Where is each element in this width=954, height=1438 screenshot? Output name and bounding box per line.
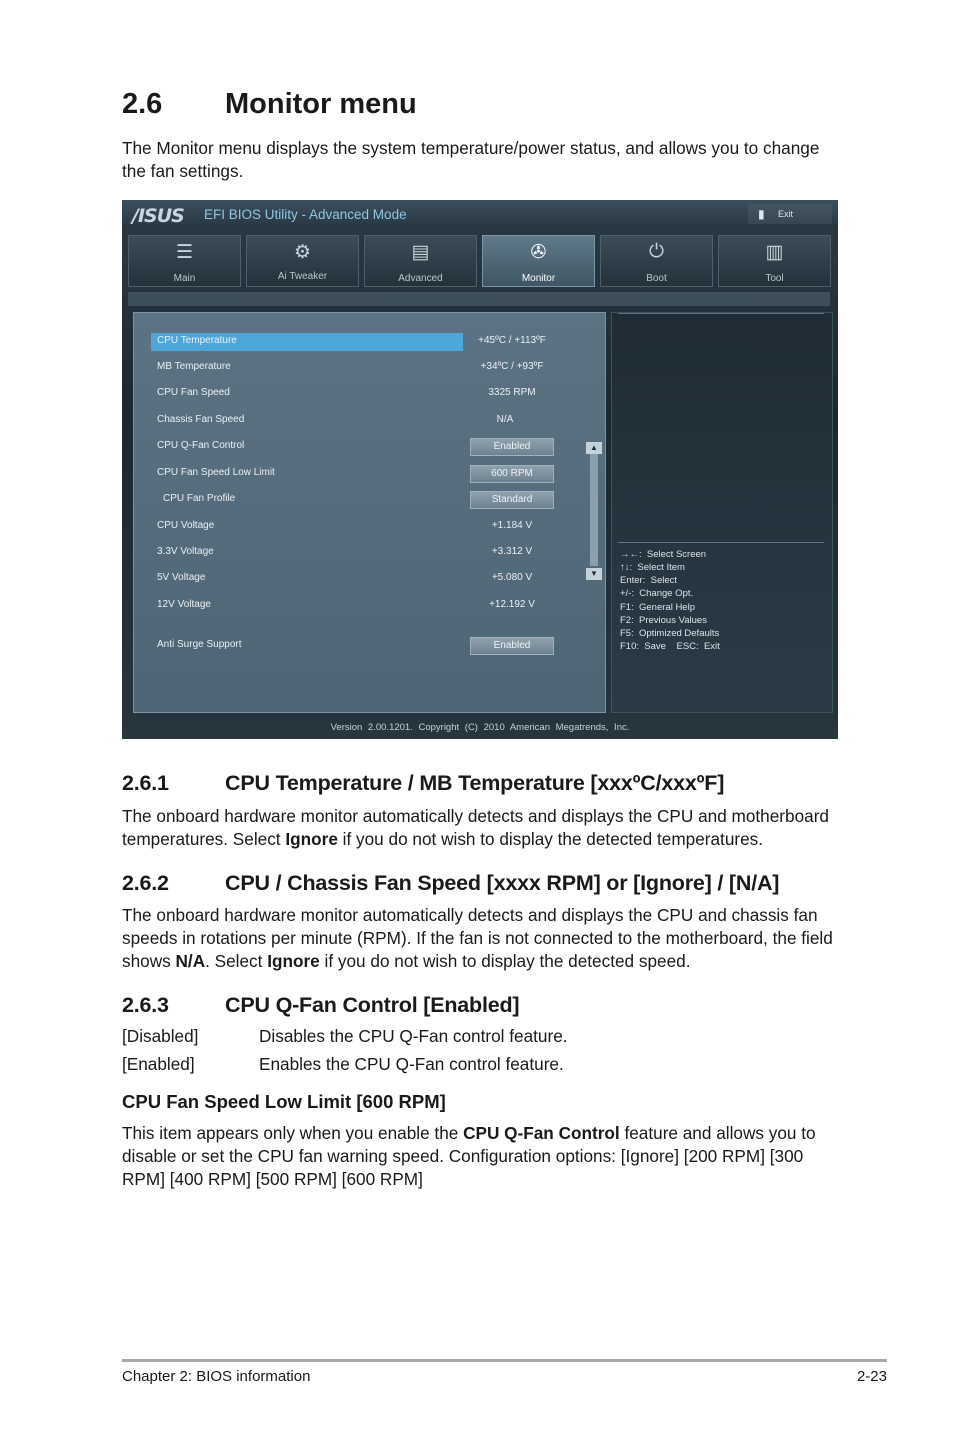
help-line: +/-: Change Opt. <box>620 588 694 599</box>
setting-value: +12.192 V <box>489 599 535 610</box>
setting-label: 5V Voltage <box>157 572 206 583</box>
exit-icon: ▮ <box>758 207 765 221</box>
item-heading-fan-low-limit: CPU Fan Speed Low Limit [600 RPM] <box>122 1091 446 1112</box>
intro-paragraph: The Monitor menu displays the system temperature/power status, and allows you to change the fan settings. <box>122 138 820 181</box>
setting-row-mb-temperature[interactable] <box>134 359 607 377</box>
help-line: F2: Previous Values <box>620 615 707 626</box>
tab-main[interactable] <box>128 235 241 287</box>
setting-label: Anti Surge Support <box>157 639 242 650</box>
subsection-heading-2-6-2 <box>122 871 779 896</box>
dropdown-value: Enabled <box>493 640 531 651</box>
section-heading <box>122 88 417 121</box>
setting-label: 3.3V Voltage <box>157 546 214 557</box>
setting-value: 3325 RPM <box>488 387 536 398</box>
scroll-down-icon[interactable]: ▼ <box>586 568 602 580</box>
help-line: F10: Save ESC: Exit <box>620 641 720 652</box>
option-key: [Enabled] <box>122 1054 195 1074</box>
setting-dropdown[interactable] <box>470 465 554 483</box>
bold-text: N/A <box>175 951 206 971</box>
dropdown-value: Standard <box>491 494 533 505</box>
scroll-up-icon[interactable]: ▲ <box>586 442 602 454</box>
option-disabled <box>122 1026 568 1047</box>
section-number: 2.6 <box>122 88 163 120</box>
setting-row-anti-surge-support[interactable] <box>134 637 607 655</box>
setting-row-chassis-fan-speed[interactable] <box>134 412 607 430</box>
monitor-settings-panel <box>133 312 606 713</box>
text: . Select <box>205 951 268 971</box>
paragraph-2-6-1 <box>122 805 842 851</box>
setting-label: CPU Fan Profile <box>163 493 236 504</box>
footer-rule <box>122 1359 887 1362</box>
tab-boot[interactable] <box>600 235 713 287</box>
subsection-number: 2.6.3 <box>122 993 169 1017</box>
option-enabled <box>122 1054 564 1075</box>
dropdown-value: Enabled <box>493 441 531 452</box>
help-line: ↑↓: Select Item <box>620 562 685 573</box>
setting-dropdown[interactable] <box>470 438 554 456</box>
exit-label: Exit <box>778 209 794 219</box>
panel-header-bar <box>128 292 830 306</box>
setting-label: CPU Voltage <box>157 520 215 531</box>
section-title: Monitor menu <box>225 88 417 120</box>
footer-chapter: Chapter 2: BIOS information <box>122 1368 311 1385</box>
setting-row-5v-voltage[interactable] <box>134 570 607 588</box>
footer-page-number: 2-23 <box>856 1368 887 1385</box>
tab-monitor[interactable] <box>482 235 595 287</box>
tab-label: Ai Tweaker <box>277 271 328 282</box>
subsection-title: CPU Q-Fan Control [Enabled] <box>225 993 520 1017</box>
setting-value: N/A <box>496 414 514 425</box>
setting-label: 12V Voltage <box>157 599 211 610</box>
setting-row-12v-voltage[interactable] <box>134 597 607 615</box>
help-line: F1: General Help <box>620 602 695 613</box>
tab-tool[interactable] <box>718 235 831 287</box>
subsection-title: CPU Temperature / MB Temperature [xxxºC/xxxºF] <box>225 771 725 795</box>
help-panel <box>611 312 833 713</box>
tab-advanced[interactable] <box>364 235 477 287</box>
text: feature and allows you to disable or set the CPU fan warning speed. Configuration options: [Ignore] [200 RPM] [300 RPM] [400 RPM] [500 RPM] [600 RPM] <box>122 1123 816 1189</box>
help-line: F5: Optimized Defaults <box>620 628 720 639</box>
dropdown-value: 600 RPM <box>491 468 533 479</box>
setting-row-cpu-temperature[interactable] <box>134 333 607 351</box>
option-desc: Enables the CPU Q-Fan control feature. <box>259 1054 564 1074</box>
exit-button[interactable] <box>748 204 832 224</box>
setting-label: CPU Fan Speed <box>157 387 230 398</box>
text: if you do not wish to display the detected speed. <box>319 951 691 971</box>
bold-text: CPU Q-Fan Control <box>463 1123 620 1143</box>
option-key: [Disabled] <box>122 1026 199 1046</box>
subsection-number: 2.6.1 <box>122 771 169 795</box>
bios-version: Version 2.00.1201. Copyright (C) 2010 American Megatrends, Inc. <box>330 722 630 733</box>
asus-logo: /ISUS <box>132 205 184 227</box>
tweaker-icon: ⚙ <box>293 242 312 263</box>
power-icon: ⏻ <box>648 241 665 262</box>
text: if you do not wish to display the detected temperatures. <box>337 829 764 849</box>
paragraph-fan-low-limit <box>122 1122 842 1191</box>
setting-label: Chassis Fan Speed <box>157 414 245 425</box>
tab-label: Advanced <box>398 273 443 284</box>
monitor-icon: ✇ <box>530 242 547 263</box>
setting-label: MB Temperature <box>157 361 231 372</box>
text: This item appears only when you enable the <box>122 1123 464 1143</box>
setting-row-3-3v-voltage[interactable] <box>134 544 607 562</box>
tab-label: Tool <box>765 273 784 284</box>
tab-label: Main <box>173 273 196 284</box>
setting-row-cpu-voltage[interactable] <box>134 518 607 536</box>
subsection-heading-2-6-1 <box>122 771 724 796</box>
help-line: →←: Select Screen <box>620 549 707 560</box>
setting-dropdown[interactable] <box>470 491 554 509</box>
tool-icon: ▥ <box>765 242 784 263</box>
help-line: Enter: Select <box>620 575 678 586</box>
setting-value: +3.312 V <box>491 546 533 557</box>
setting-label: CPU Fan Speed Low Limit <box>157 467 275 478</box>
paragraph-2-6-2 <box>122 904 842 973</box>
advanced-icon: ▤ <box>411 242 430 263</box>
setting-row-cpu-fan-speed[interactable] <box>134 385 607 403</box>
setting-label: CPU Temperature <box>157 335 237 346</box>
option-desc: Disables the CPU Q-Fan control feature. <box>259 1026 568 1046</box>
setting-label: CPU Q-Fan Control <box>157 440 245 451</box>
setting-row-cpu-fan-profile[interactable] <box>134 491 607 509</box>
setting-row-cpu-q-fan-control[interactable] <box>134 438 607 456</box>
setting-value: +34ºC / +93ºF <box>480 361 544 372</box>
setting-dropdown[interactable] <box>470 637 554 655</box>
bios-screenshot <box>122 200 838 739</box>
tab-label: Monitor <box>521 273 556 284</box>
list-icon: ☰ <box>175 242 194 263</box>
bios-title-bar <box>122 200 838 230</box>
bios-title: EFI BIOS Utility - Advanced Mode <box>204 207 407 222</box>
bios-tabs <box>128 235 834 287</box>
scrollbar[interactable] <box>590 454 598 566</box>
subsection-number: 2.6.2 <box>122 871 169 895</box>
bold-text: Ignore <box>285 829 338 849</box>
bold-text: Ignore <box>267 951 320 971</box>
setting-value: +5.080 V <box>491 572 533 583</box>
subsection-heading-2-6-3 <box>122 993 519 1018</box>
tab-label: Boot <box>646 273 667 284</box>
text: The onboard hardware monitor automatically detects and displays the CPU and motherboard temperatures. Select <box>122 806 829 849</box>
setting-value: +45ºC / +113ºF <box>478 335 546 346</box>
text: The onboard hardware monitor automatically detects and displays the CPU and chassis fan speeds in rotations per minute (RPM). If the fan is not connected to the motherboard, the field shows <box>122 905 833 971</box>
setting-row-cpu-fan-speed-low-limit[interactable] <box>134 465 607 483</box>
tab-ai-tweaker[interactable] <box>246 235 359 287</box>
subsection-title: CPU / Chassis Fan Speed [xxxx RPM] or [Ignore] / [N/A] <box>225 871 780 895</box>
setting-value: +1.184 V <box>491 520 533 531</box>
